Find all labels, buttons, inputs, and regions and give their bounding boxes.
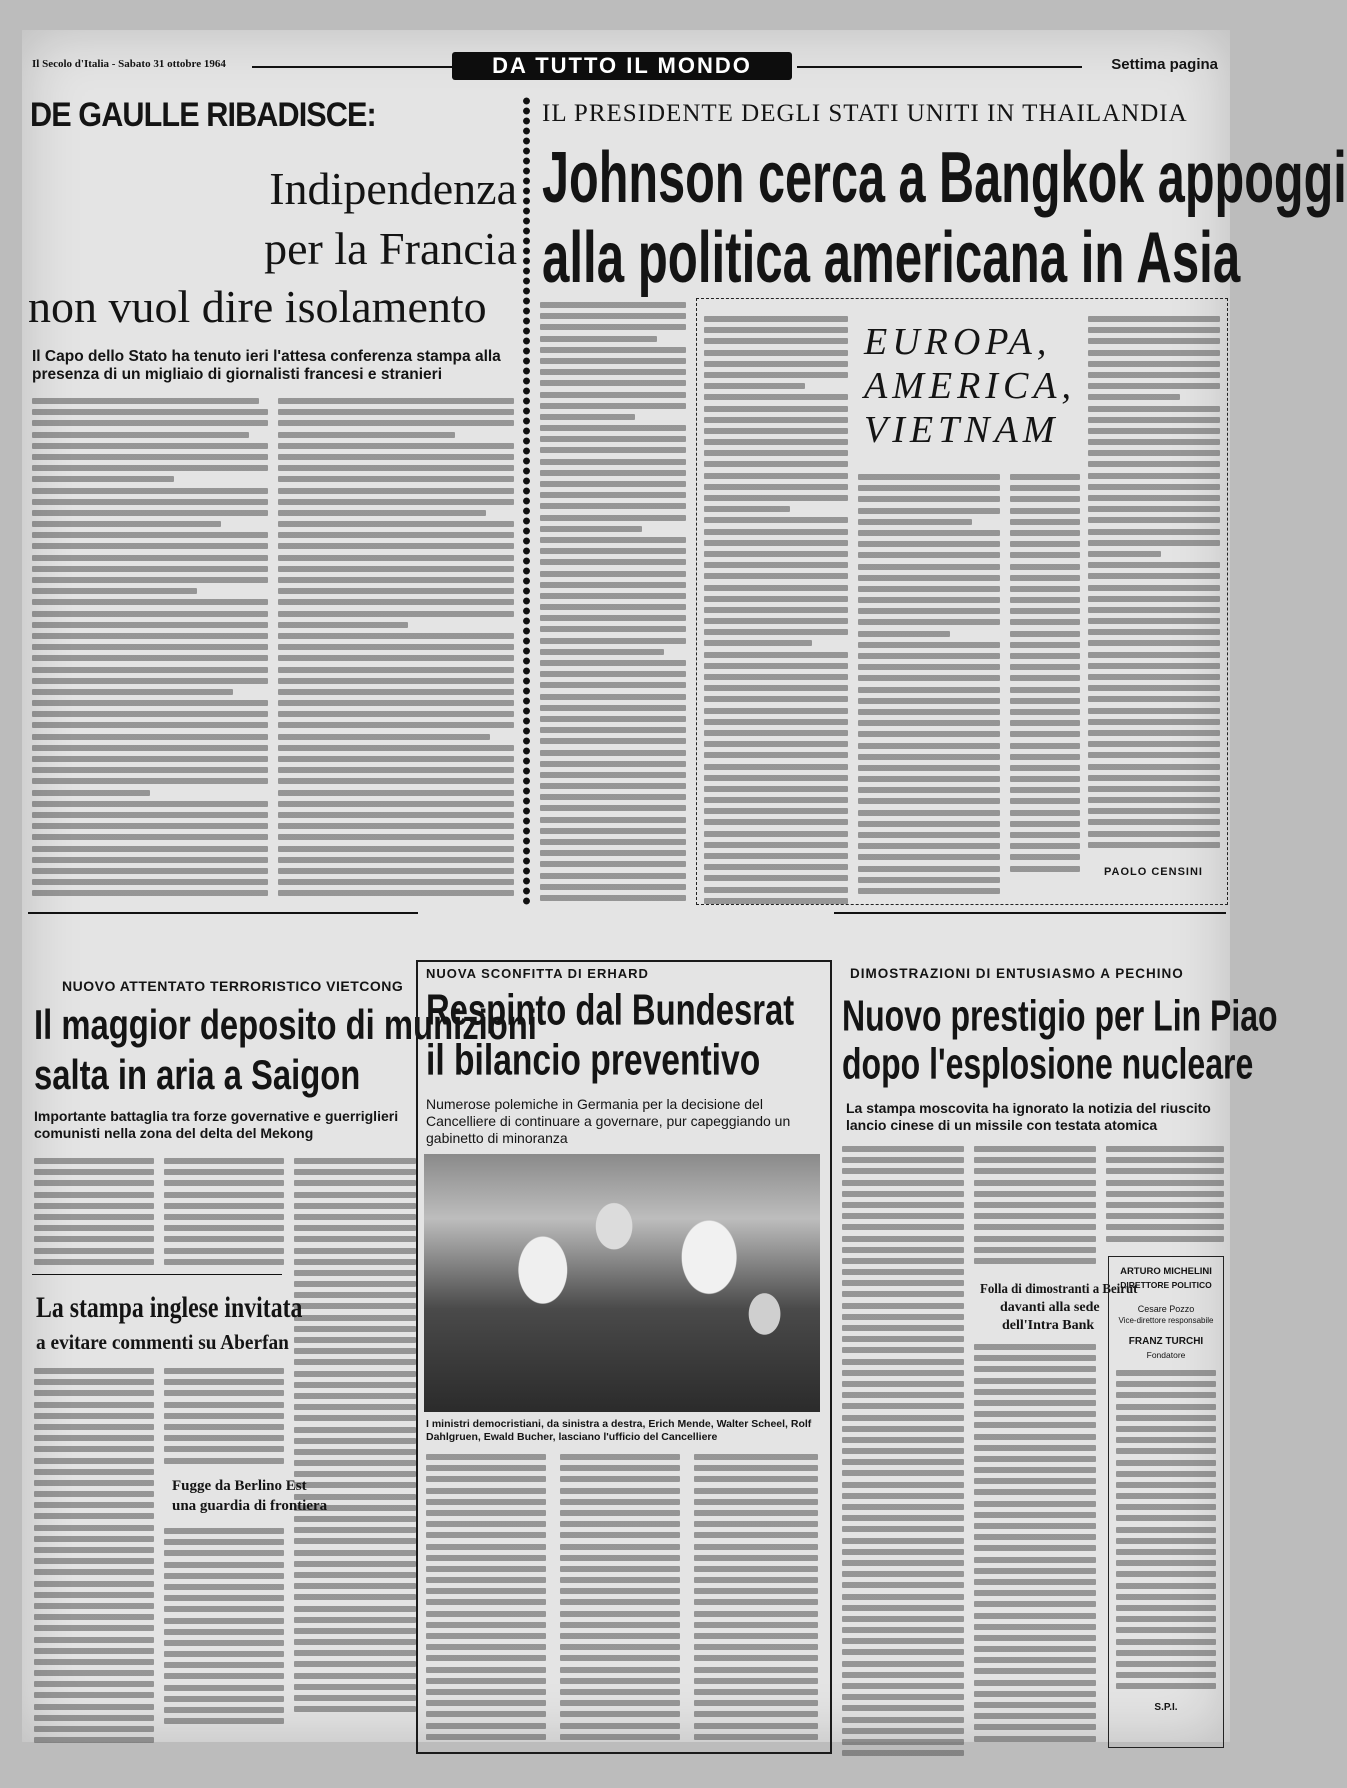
linpiao-body-2 xyxy=(974,1146,1096,1266)
middle-rule-right xyxy=(834,912,1226,914)
johnson-headline-1: Johnson cerca a Bangkok appoggi xyxy=(542,137,1347,218)
linpiao-headline-1: Nuovo prestigio per Lin Piao xyxy=(842,992,1278,1041)
beirut-headline-2: davanti alla sede xyxy=(1000,1300,1100,1315)
johnson-kicker: IL PRESIDENTE DEGLI STATI UNITI IN THAILANDIA xyxy=(542,100,1188,127)
colophon-vice-role: Vice-direttore responsabile xyxy=(1118,1316,1214,1325)
page-label: Settima pagina xyxy=(1111,56,1218,73)
vietcong-headline-2: salta in aria a Saigon xyxy=(34,1052,361,1099)
johnson-headline-2: alla politica americana in Asia xyxy=(542,217,1241,298)
colophon-founder-role: Fondatore xyxy=(1146,1350,1186,1360)
header-rule-left xyxy=(252,66,452,68)
erhard-body-1 xyxy=(426,1454,546,1744)
editorial-col-2 xyxy=(858,474,1000,892)
berlino-headline-2: una guardia di frontiera xyxy=(172,1498,328,1514)
editorial-title-3: VIETNAM xyxy=(864,409,1060,451)
aberfan-body-1 xyxy=(34,1368,154,1748)
colophon-founder: FRANZ TURCHI xyxy=(1128,1336,1204,1347)
erhard-body-2 xyxy=(560,1454,680,1744)
colophon-director: ARTURO MICHELINI xyxy=(1120,1266,1212,1277)
masthead-date: Il Secolo d'Italia - Sabato 31 ottobre 1964 xyxy=(32,58,226,70)
erhard-kicker: NUOVA SCONFITTA DI ERHARD xyxy=(426,966,649,981)
aberfan-rule xyxy=(32,1274,282,1275)
colophon-details xyxy=(1116,1370,1216,1700)
erhard-headline-2: il bilancio preventivo xyxy=(426,1036,761,1085)
berlino-headline-1: Fugge da Berlino Est xyxy=(172,1478,307,1494)
beirut-headline-3: dell'Intra Bank xyxy=(1002,1318,1095,1333)
degaulle-headline-2: per la Francia xyxy=(264,223,517,274)
newspaper-page xyxy=(22,30,1347,1742)
degaulle-body-col-2 xyxy=(278,398,514,898)
degaulle-subhead: Il Capo dello Stato ha tenuto ieri l'attesa conferenza stampa alla presenza di un migliaio di giornalisti francesi e stranieri xyxy=(32,348,501,383)
aberfan-body-2 xyxy=(164,1368,284,1468)
editorial-col-4 xyxy=(1088,316,1220,856)
erhard-subhead: Numerose polemiche in Germania per la decisione del Cancelliere di continuare a governare, pur capeggiando un gabinetto di minoranza xyxy=(426,1096,791,1146)
editorial-col-1 xyxy=(704,316,848,891)
linpiao-kicker: DIMOSTRAZIONI DI ENTUSIASMO A PECHINO xyxy=(850,966,1184,981)
berlino-body xyxy=(164,1528,284,1738)
vietcong-body xyxy=(34,1158,154,1268)
erhard-photo xyxy=(424,1154,820,1412)
column-dot-separator xyxy=(522,96,531,906)
degaulle-headline-1: Indipendenza xyxy=(269,163,517,214)
degaulle-body-col-1 xyxy=(32,398,268,898)
beirut-body xyxy=(974,1344,1096,1744)
vietcong-kicker: NUOVO ATTENTATO TERRORISTICO VIETCONG xyxy=(62,978,404,994)
colophon-director-role: DIRETTORE POLITICO xyxy=(1120,1280,1212,1290)
linpiao-headline-2: dopo l'esplosione nucleare xyxy=(842,1040,1254,1089)
middle-rule-left xyxy=(28,912,418,914)
linpiao-body-3 xyxy=(1106,1146,1224,1246)
aberfan-headline-1: La stampa inglese invitata xyxy=(36,1292,303,1325)
header-rule-right xyxy=(797,66,1082,68)
editorial-col-3 xyxy=(1010,474,1080,892)
colophon-footer: S.P.I. xyxy=(1154,1702,1178,1713)
beirut-headline-1: Folla di dimostranti a Beirut xyxy=(980,1282,1138,1297)
vietcong-body-3 xyxy=(294,1158,416,1788)
vietcong-headline-1: Il maggior deposito di munizioni xyxy=(34,1002,537,1049)
vietcong-body-2 xyxy=(164,1158,284,1268)
erhard-body-3 xyxy=(694,1454,818,1744)
erhard-headline-1: Respinto dal Bundesrat xyxy=(426,986,795,1035)
johnson-body-col-1 xyxy=(540,302,686,892)
linpiao-body-1 xyxy=(842,1146,964,1746)
section-band: DA TUTTO IL MONDO xyxy=(452,52,792,80)
aberfan-headline-2: a evitare commenti su Aberfan xyxy=(36,1330,289,1354)
editorial-title-2: AMERICA, xyxy=(864,365,1077,407)
linpiao-subhead: La stampa moscovita ha ignorato la notizia del riuscito lancio cinese di un missile con testata atomica xyxy=(846,1100,1211,1133)
editorial-author: PAOLO CENSINI xyxy=(1104,866,1203,878)
editorial-title-1: EUROPA, xyxy=(864,321,1052,363)
degaulle-headline-3: non vuol dire isolamento xyxy=(28,281,487,332)
degaulle-kicker: DE GAULLE RIBADISCE: xyxy=(30,96,376,134)
colophon-vice: Cesare Pozzo xyxy=(1137,1304,1195,1314)
vietcong-subhead: Importante battaglia tra forze governative e guerriglieri comunisti nella zona del delta del Mekong xyxy=(34,1108,399,1141)
erhard-caption: I ministri democristiani, da sinistra a destra, Erich Mende, Walter Scheel, Rolf Dahlgruen, Ewald Bucher, lasciano l'ufficio del Cancelliere xyxy=(426,1418,812,1443)
